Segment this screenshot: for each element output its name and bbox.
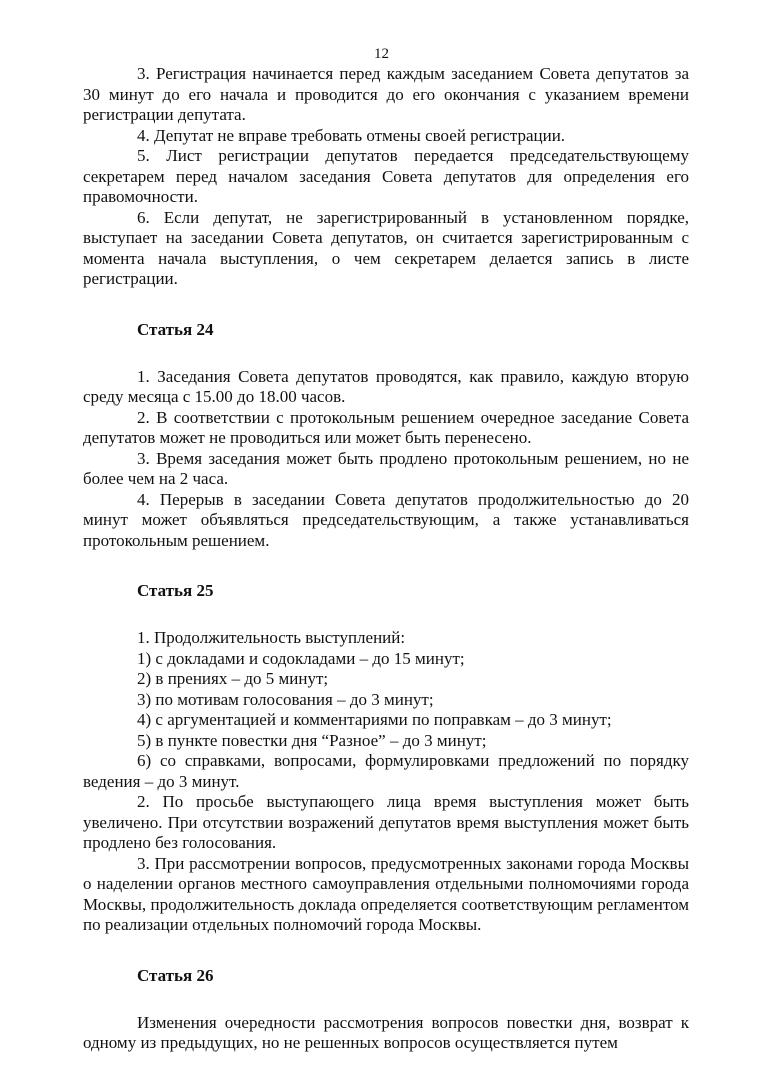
document-body [83,64,689,1054]
paragraph: 6. Если депутат, не зарегистрированный в установленном порядке, выступает на заседании Совета депутатов, он считается зарегистрированным с момента начала выступления, о чем секретарем делается запись в листе регистрации. [83,207,689,288]
list-item: 1) с докладами и содокладами – до 15 минут; [137,648,465,668]
paragraph: 3. При рассмотрении вопросов, предусмотренных законами города Москвы о наделении органов местного самоуправления отдельными полномочиями города Москвы, продолжительность доклада определяется соответствующим регламентом по реализации отдельных полномочий города Москвы. [83,853,689,934]
paragraph: 3. Время заседания может быть продлено протокольным решением, но не более чем на 2 часа. [83,448,689,488]
list-item: 3) по мотивам голосования – до 3 минут; [137,689,434,709]
article-25-heading: Статья 25 [137,581,214,600]
paragraph: 2. По просьбе выступающего лица время выступления может быть увеличено. При отсутствии возражений депутатов время выступления может быть продлено без голосования. [83,792,689,852]
paragraph: 2. В соответствии с протокольным решением очередное заседание Совета депутатов может не проводиться или может быть перенесено. [83,407,689,447]
paragraph: Изменения очередности рассмотрения вопросов повестки дня, возврат к одному из предыдущих, но не решенных вопросов осуществляется путем [83,1012,689,1052]
paragraph: 4. Перерыв в заседании Совета депутатов продолжительностью до 20 минут может объявляться председательствующим, а также устанавливаться протокольным решением. [83,489,689,550]
paragraph: 4. Депутат не вправе требовать отмены своей регистрации. [137,125,566,145]
page-number: 12 [374,46,389,62]
list-item: 5) в пункте повестки дня “Разное” – до 3 минут; [137,730,487,750]
paragraph: 3. Регистрация начинается перед каждым заседанием Совета депутатов за 30 минут до его начала и проводится до его окончания с указанием времени регистрации депутата. [83,64,689,124]
paragraph: 5. Лист регистрации депутатов передается председательствующему секретарем перед началом заседания Совета депутатов для определения его правомочности. [83,146,689,206]
article-24-heading: Статья 24 [137,319,214,339]
list-intro: 1. Продолжительность выступлений: [137,628,406,647]
article-26-heading: Статья 26 [137,965,214,985]
list-item: 4) с аргументацией и комментариями по поправкам – до 3 минут; [137,710,612,729]
list-item: 2) в прениях – до 5 минут; [137,669,329,688]
list-item: 6) со справками, вопросами, формулировками предложений по порядку ведения – до 3 минут. [83,751,689,791]
paragraph: 1. Заседания Совета депутатов проводятся, как правило, каждую вторую среду месяца с 15.00 до 18.00 часов. [83,366,689,406]
